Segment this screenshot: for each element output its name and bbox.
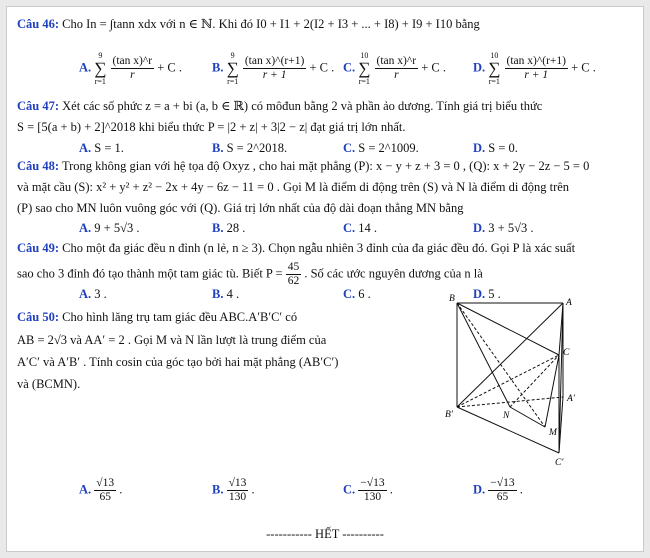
option-text: 3 + 5√3 . — [488, 221, 534, 235]
q46-option-c[interactable] — [343, 51, 446, 86]
option-letter: A. — [79, 221, 92, 235]
vertex-label-B: B — [449, 294, 455, 304]
option-letter: D. — [473, 287, 486, 301]
q48-stem-line2: và mặt cầu (S): x² + y² + z² − 2x + 4y − 6z − 11 = 0 . Gọi M là điểm di động trên (S) và N là điểm di động trên — [17, 180, 570, 194]
hidden-segment-BM — [457, 303, 545, 427]
q48-option-c[interactable] — [343, 221, 377, 236]
option-text: 5 . — [488, 287, 501, 301]
fraction: $\frac{\text{(tan x)\textasciicircum{}(r+1)}}{r + 1}$ — [506, 55, 566, 81]
q49-label: Câu 49: — [17, 241, 60, 255]
option-letter: A. — [79, 60, 92, 75]
q46-option-a[interactable] — [79, 51, 182, 86]
probability-fraction: $\frac{45}{62}$ — [287, 261, 300, 287]
q49-stem-line1 — [17, 241, 575, 256]
q49-stem-line2 — [17, 261, 483, 288]
q49-option-b[interactable] — [212, 287, 239, 302]
q46-stem — [17, 17, 480, 32]
sum-symbol: 9 ∑ r=1 — [94, 51, 107, 86]
option-text: S = 0. — [488, 141, 518, 155]
q50-option-b[interactable] — [212, 477, 255, 504]
q49-option-a[interactable] — [79, 287, 107, 302]
q48-stem-line3: (P) sao cho MN luôn vuông góc với (Q). Giá trị lớn nhất của độ dài đoạn thẳng MN bằng — [17, 201, 464, 215]
option-tail: + C . — [157, 60, 182, 75]
option-letter: B. — [212, 221, 224, 235]
option-letter: B. — [212, 482, 224, 497]
vertex-label-B1: B′ — [445, 410, 453, 420]
option-text: 14 . — [358, 221, 378, 235]
fraction: $\frac{√13}{130}$ — [228, 477, 247, 503]
option-letter: D. — [473, 221, 486, 235]
q48-option-a[interactable] — [79, 221, 139, 236]
option-text: 28 . — [226, 221, 246, 235]
q50-option-d[interactable] — [473, 477, 523, 504]
vertex-label-C: C — [563, 348, 570, 358]
q46-text: Cho In = ∫tann xdx với n ∈ ℕ. Khi đó I0 + I1 + 2(I2 + I3 + ... + I8) + I9 + I10 bằng — [62, 17, 480, 31]
option-text: 9 + 5√3 . — [94, 221, 140, 235]
option-letter: C. — [343, 287, 356, 301]
q47-label: Câu 47: — [17, 99, 60, 113]
option-letter: C. — [343, 60, 356, 75]
q46-option-b[interactable] — [212, 51, 334, 86]
edge-BC — [457, 303, 559, 355]
option-tail: + C . — [571, 60, 596, 75]
sum-symbol: 10 ∑ r=1 — [488, 51, 501, 86]
point-label-N: N — [503, 411, 510, 421]
option-letter: A. — [79, 287, 92, 301]
segment-NM — [510, 407, 545, 427]
vertex-label-C1: C′ — [555, 458, 564, 468]
q48-text-1: Trong không gian với hệ tọa độ Oxyz , cho hai mặt phẳng (P): x − y + z + 3 = 0 , (Q): x + 2y − 2z − 5 = 0 — [61, 159, 590, 173]
q50-label: Câu 50: — [17, 310, 60, 324]
option-text: 4 . — [226, 287, 240, 301]
option-letter: A. — [79, 482, 92, 497]
q46-label: Câu 46: — [17, 17, 60, 31]
option-text: 6 . — [358, 287, 371, 301]
option-tail: . — [389, 482, 393, 497]
q48-option-b[interactable] — [212, 221, 245, 236]
q47-option-c[interactable] — [343, 141, 419, 156]
fraction: $\frac{\text{(tan x)\textasciicircum{}r}}{r}$ — [376, 55, 417, 81]
q48-stem-line1 — [17, 159, 589, 174]
option-tail: . — [251, 482, 255, 497]
q47-option-d[interactable] — [473, 141, 518, 156]
q47-option-a[interactable] — [79, 141, 124, 156]
q50-stem-line2: AB = 2√3 và AA′ = 2 . Gọi M và N lần lượt là trung điểm của — [17, 333, 327, 347]
q49-text-1: Cho một đa giác đều n đỉnh (n lẻ, n ≥ 3). Chọn ngẫu nhiên 3 đỉnh của đa giác đều đó. Gọi P là xác suất — [62, 241, 576, 255]
exam-page — [6, 6, 644, 552]
q50-option-c[interactable] — [343, 477, 393, 504]
q47-text-1: Xét các số phức z = a + bi (a, b ∈ ℝ) có môđun bằng 2 và phần ảo dương. Tính giá trị biểu thức — [62, 99, 543, 113]
option-text: S = 2^2018. — [226, 141, 288, 155]
q48-option-d[interactable] — [473, 221, 533, 236]
q50-stem-line3: A′C′ và A′B′ . Tính cosin của góc tạo bởi hai mặt phẳng (AB′C′) — [17, 355, 339, 369]
option-letter: C. — [343, 482, 356, 497]
hidden-edge-B1A1 — [457, 397, 563, 407]
option-letter: D. — [473, 60, 486, 75]
segment-CM — [545, 355, 559, 427]
segment-AB1 — [457, 303, 563, 407]
option-letter: B. — [212, 287, 224, 301]
option-letter: D. — [473, 141, 486, 155]
q47-option-b[interactable] — [212, 141, 287, 156]
q49-text-2a: sao cho 3 đỉnh đó tạo thành một tam giác tù. Biết P = — [17, 266, 283, 281]
option-tail: + C . — [421, 60, 446, 75]
fraction: $\frac{-√13}{130}$ — [360, 477, 385, 503]
option-tail: + C . — [309, 60, 335, 75]
q49-text-2b: . Số các ước nguyên dương của n là — [304, 266, 483, 281]
option-letter: C. — [343, 221, 356, 235]
option-letter: B. — [212, 141, 224, 155]
option-letter: D. — [473, 482, 486, 497]
segment-BN — [457, 303, 510, 407]
fraction: $\frac{√13}{65}$ — [96, 477, 115, 503]
q50-text-1: Cho hình lăng trụ tam giác đều ABC.A′B′C′ có — [62, 310, 298, 324]
option-text: S = 1. — [94, 141, 124, 155]
prism-figure — [439, 293, 599, 471]
point-label-M: M — [549, 428, 557, 438]
fraction: $\frac{\text{(tan x)\textasciicircum{}r}}{r}$ — [112, 55, 153, 81]
option-tail: . — [519, 482, 523, 497]
option-letter: C. — [343, 141, 356, 155]
vertex-label-A: A — [566, 298, 572, 308]
fraction: $\frac{-√13}{65}$ — [490, 477, 515, 503]
option-text: 3 . — [94, 287, 107, 301]
q47-stem-line1 — [17, 99, 542, 114]
option-text: S = 2^1009. — [358, 141, 419, 155]
vertex-label-A1: A′ — [567, 394, 575, 404]
sum-symbol: 9 ∑ r=1 — [226, 51, 239, 86]
sum-symbol: 10 ∑ r=1 — [358, 51, 371, 86]
q49-option-c[interactable] — [343, 287, 371, 302]
q50-stem-line4: và (BCMN). — [17, 377, 81, 391]
option-letter: A. — [79, 141, 92, 155]
q50-stem-line1 — [17, 310, 297, 325]
q48-label: Câu 48: — [17, 159, 60, 173]
end-marker: ----------- HẾT ---------- — [266, 527, 384, 541]
q50-option-a[interactable] — [79, 477, 122, 504]
fraction: $\frac{\text{(tan x)\textasciicircum{}(r+1)}}{r + 1}$ — [244, 55, 305, 81]
option-letter: B. — [212, 60, 224, 75]
q46-option-d[interactable] — [473, 51, 596, 86]
option-tail: . — [119, 482, 123, 497]
q47-stem-line2: S = [5(a + b) + 2]^2018 khi biểu thức P = |2 + z| + 3|2 − z| đạt giá trị lớn nhất. — [17, 120, 406, 134]
